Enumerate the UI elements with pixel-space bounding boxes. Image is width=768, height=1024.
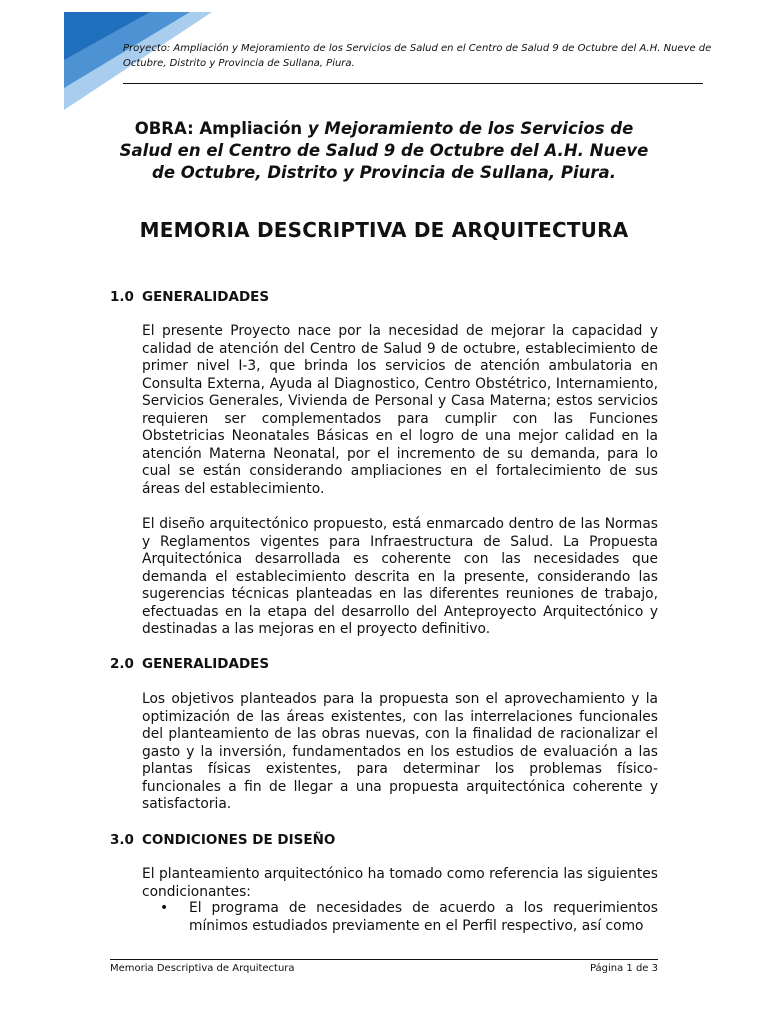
document-title: MEMORIA DESCRIPTIVA DE ARQUITECTURA [139, 218, 629, 242]
section-title: GENERALIDADES [142, 289, 270, 305]
section-title: CONDICIONES DE DISEÑO [142, 832, 336, 848]
section-3-heading [110, 832, 335, 848]
footer-divider [110, 959, 658, 960]
header-project-line: Proyecto: Ampliación y Mejoramiento de los Servicios de Salud en el Centro de Salud 9 de Octubre del A.H. Nueve de Octubre, Distrito y Provincia de Sullana, Piura. [123, 43, 712, 69]
section-number: 1.0 [110, 289, 134, 305]
section-title: GENERALIDADES [142, 656, 270, 672]
header-divider [123, 83, 703, 84]
footer-document-name: Memoria Descriptiva de Arquitectura [110, 963, 295, 974]
footer-page-number: Página 1 de 3 [589, 963, 658, 974]
section-1-paragraph-2: El diseño arquitectónico propuesto, está enmarcado dentro de las Normas y Reglamentos vigentes para Infraestructura de Salud. La Propuesta Arquitectónica desarrollada es coherente con las necesidades que demanda el establecimiento descrita en la presente, considerando las sugerencias técnicas planteadas en las diferentes reuniones de trabajo, efectuadas en la etapa del desarrollo del Anteproyecto Arquitectónico y destinadas a las mejoras en el proyecto definitivo. [142, 516, 658, 637]
obra-rest: y Mejoramiento de los Servicios de Salud en el Centro de Salud 9 de Octubre del A.H. Nueve de Octubre, Distrito y Provincia de Sullana, Piura. [119, 119, 649, 182]
obra-heading [108, 118, 660, 184]
obra-lead: OBRA: Ampliación [134, 119, 308, 138]
section-1-heading [110, 289, 269, 305]
bullet-dot-icon: • [160, 900, 169, 916]
bullet-text: El programa de necesidades de acuerdo a los requerimientos mínimos estudiados previamente en el Perfil respectivo, así como [189, 900, 658, 934]
section-number: 2.0 [110, 656, 134, 672]
section-2-heading [110, 656, 269, 672]
section-1-paragraph-1: El presente Proyecto nace por la necesidad de mejorar la capacidad y calidad de atención del Centro de Salud 9 de octubre, establecimiento de primer nivel I-3, que brinda los servicios de atención ambulatoria en Consulta Externa, Ayuda al Diagnostico, Centro Obstétrico, Internamiento, Servicios Generales, Vivienda de Personal y Casa Materna; estos servicios requieren ser complementados para cumplir con las Funciones Obstetricias Neonatales Básicas en el logro de una mejor calidad en la atención Materna Neonatal, por el incremento de su demanda, para lo cual se están considerando ampliaciones en el fortalecimiento de sus áreas del establecimiento. [142, 323, 658, 497]
section-2-paragraph-1: Los objetivos planteados para la propuesta son el aprovechamiento y la optimización de las áreas existentes, con las interrelaciones funcionales del planteamiento de las obras nuevas, con la finalidad de racionalizar el gasto y la inversión, fundamentados en los estudios de evaluación a las plantas físicas existentes, para determinar los problemas físico-funcionales a fin de llegar a una propuesta arquitectónica coherente y satisfactoria. [142, 691, 658, 812]
section-number: 3.0 [110, 832, 134, 848]
section-3-paragraph-1: El planteamiento arquitectónico ha tomado como referencia las siguientes condicionantes: [142, 866, 658, 900]
